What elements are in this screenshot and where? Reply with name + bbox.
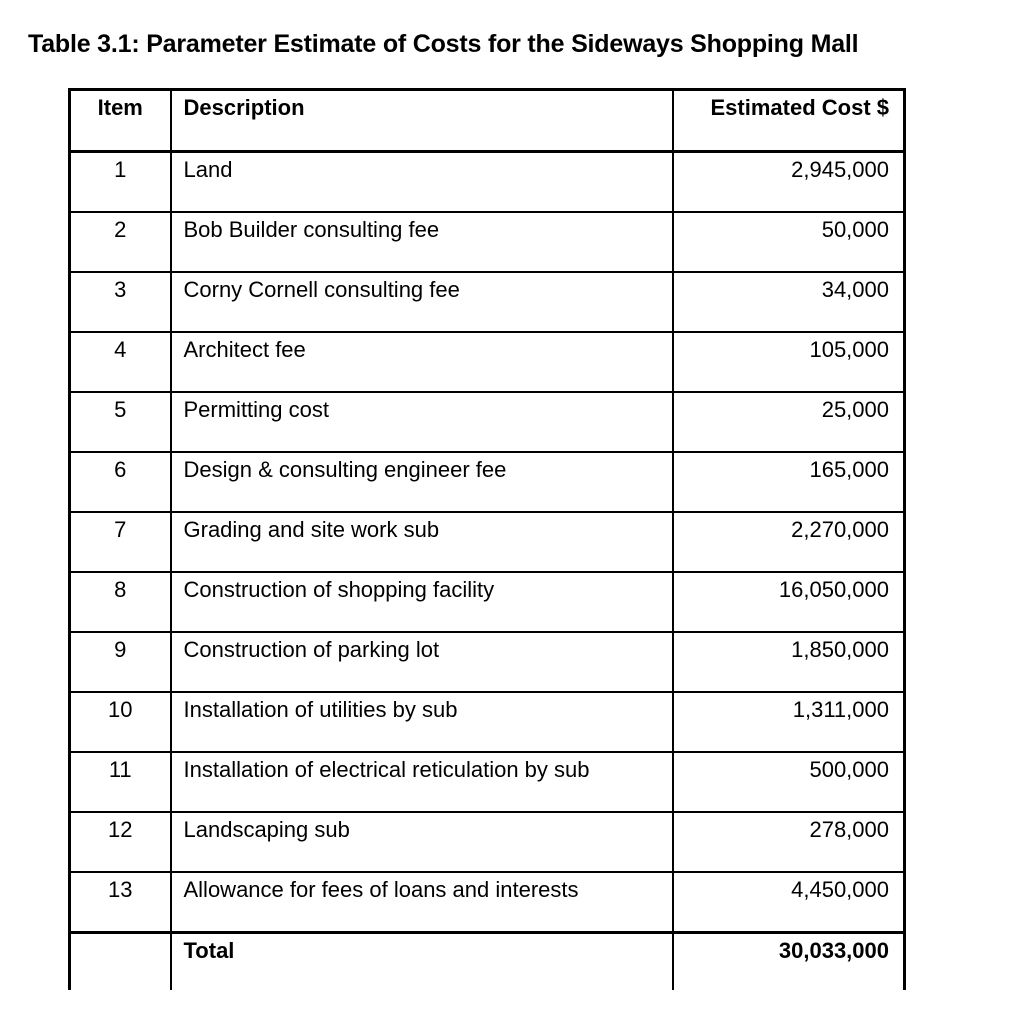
item-number: 6 — [70, 452, 171, 512]
item-number: 2 — [70, 212, 171, 272]
total-label: Total — [171, 933, 673, 991]
item-number: 3 — [70, 272, 171, 332]
total-item-number — [70, 933, 171, 991]
item-description: Design & consulting engineer fee — [171, 452, 673, 512]
item-description: Land — [171, 152, 673, 213]
header-item: Item — [70, 90, 171, 152]
item-number: 1 — [70, 152, 171, 213]
item-description: Construction of shopping facility — [171, 572, 673, 632]
header-estimated-cost: Estimated Cost $ — [673, 90, 905, 152]
table-row — [70, 872, 905, 933]
header-row — [70, 90, 905, 152]
item-description: Bob Builder consulting fee — [171, 212, 673, 272]
item-cost: 2,945,000 — [673, 152, 905, 213]
item-description: Installation of electrical reticulation by sub — [171, 752, 673, 812]
item-number: 13 — [70, 872, 171, 933]
item-number: 9 — [70, 632, 171, 692]
item-cost: 500,000 — [673, 752, 905, 812]
item-cost: 34,000 — [673, 272, 905, 332]
item-cost: 4,450,000 — [673, 872, 905, 933]
item-number: 11 — [70, 752, 171, 812]
table-row — [70, 212, 905, 272]
cost-estimate-table — [68, 88, 906, 990]
table-title: Table 3.1: Parameter Estimate of Costs for the Sideways Shopping Mall — [28, 30, 859, 58]
item-description: Allowance for fees of loans and interests — [171, 872, 673, 933]
item-description: Grading and site work sub — [171, 512, 673, 572]
item-number: 4 — [70, 332, 171, 392]
table-body — [70, 152, 905, 991]
table-row — [70, 152, 905, 213]
item-description: Installation of utilities by sub — [171, 692, 673, 752]
item-cost: 2,270,000 — [673, 512, 905, 572]
table-row — [70, 812, 905, 872]
item-description: Construction of parking lot — [171, 632, 673, 692]
table-row — [70, 512, 905, 572]
item-description: Corny Cornell consulting fee — [171, 272, 673, 332]
table-row — [70, 452, 905, 512]
item-cost: 165,000 — [673, 452, 905, 512]
table-row — [70, 572, 905, 632]
item-number: 10 — [70, 692, 171, 752]
item-number: 12 — [70, 812, 171, 872]
table-row — [70, 332, 905, 392]
item-cost: 278,000 — [673, 812, 905, 872]
item-cost: 16,050,000 — [673, 572, 905, 632]
item-cost: 1,311,000 — [673, 692, 905, 752]
item-number: 8 — [70, 572, 171, 632]
table-row — [70, 632, 905, 692]
total-row — [70, 933, 905, 991]
table-row — [70, 692, 905, 752]
item-cost: 25,000 — [673, 392, 905, 452]
item-description: Permitting cost — [171, 392, 673, 452]
item-cost: 50,000 — [673, 212, 905, 272]
item-cost: 105,000 — [673, 332, 905, 392]
item-number: 5 — [70, 392, 171, 452]
table-header — [70, 90, 905, 152]
item-description: Landscaping sub — [171, 812, 673, 872]
table-row — [70, 752, 905, 812]
item-cost: 1,850,000 — [673, 632, 905, 692]
header-description: Description — [171, 90, 673, 152]
table-row — [70, 272, 905, 332]
total-cost: 30,033,000 — [673, 933, 905, 991]
table-row — [70, 392, 905, 452]
item-number: 7 — [70, 512, 171, 572]
item-description: Architect fee — [171, 332, 673, 392]
